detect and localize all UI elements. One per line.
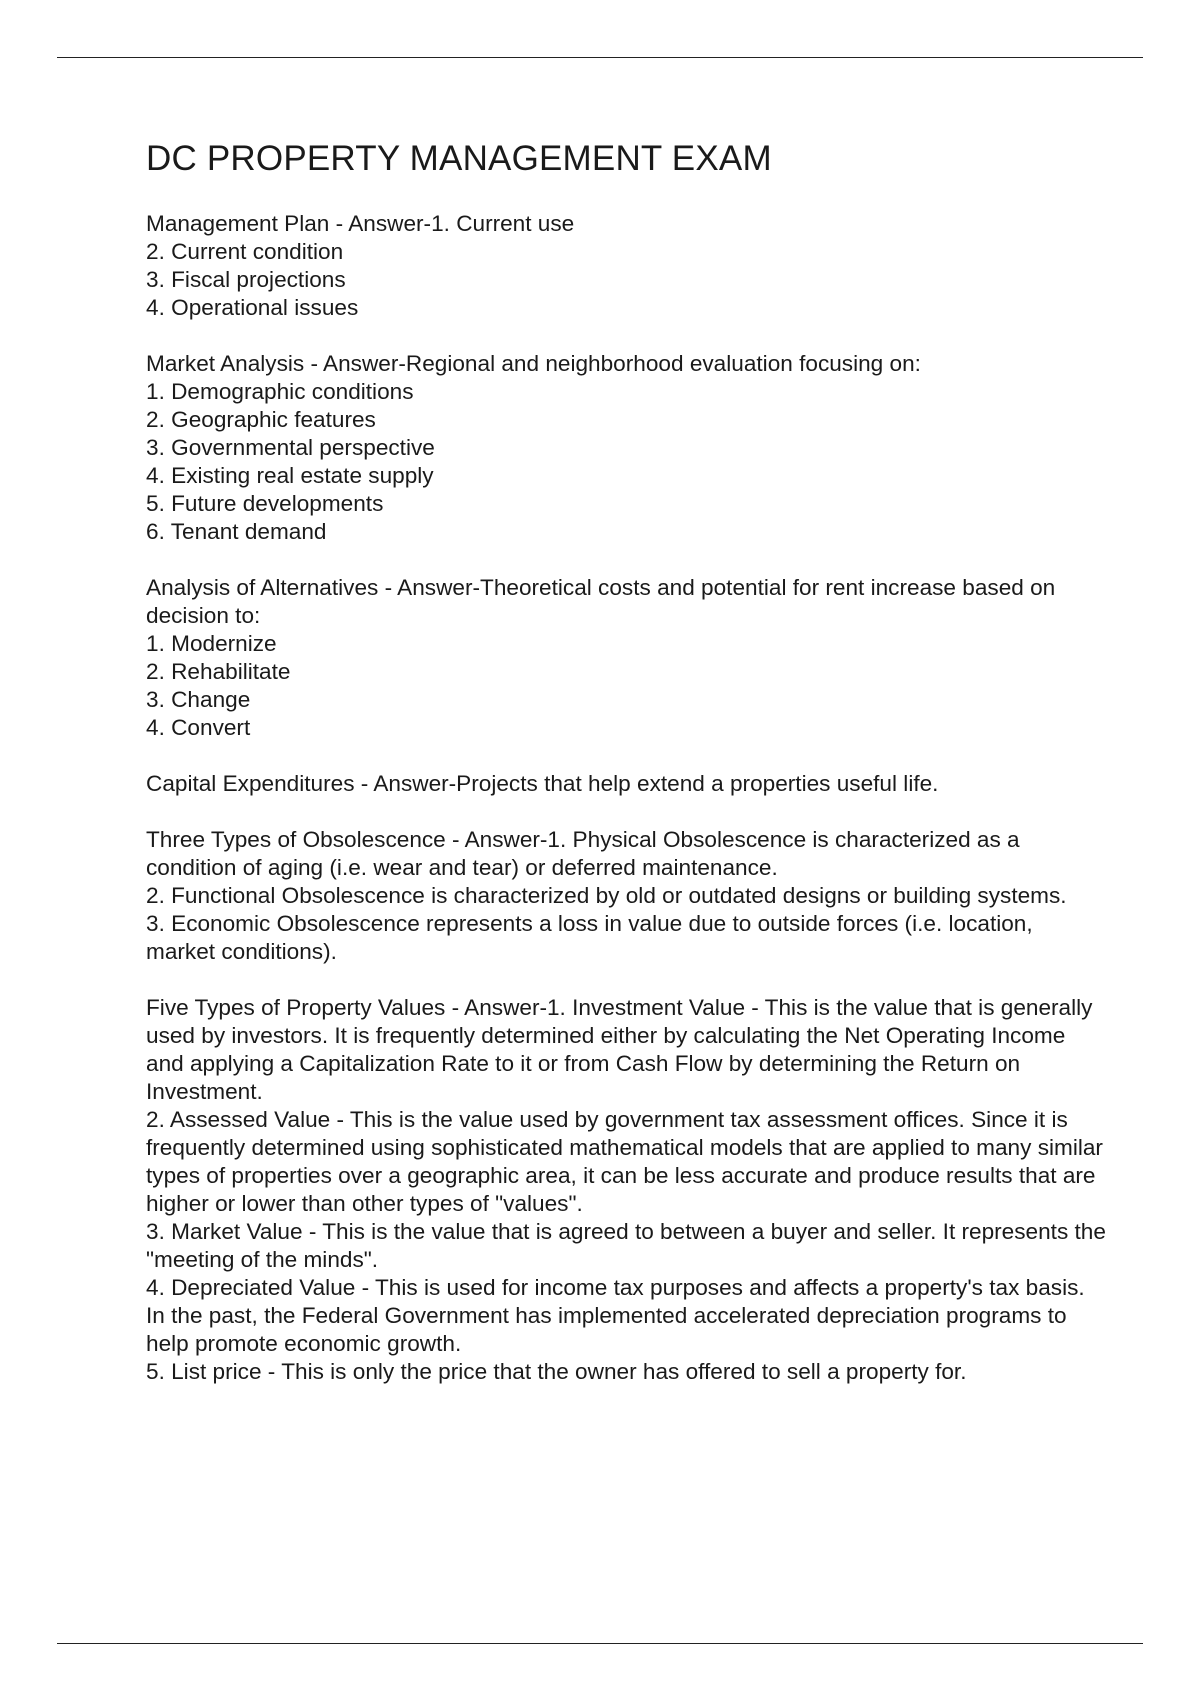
entry-line: 6. Tenant demand [146, 519, 327, 544]
entry-line: 2. Functional Obsolescence is characterized by old or outdated designs or building systems. [146, 883, 1067, 908]
entry-line: 1. Modernize [146, 631, 277, 656]
entry-market-analysis [146, 350, 1106, 546]
entry-line: Capital Expenditures - Answer-Projects that help extend a properties useful life. [146, 771, 939, 796]
entry-line: Market Analysis - Answer-Regional and neighborhood evaluation focusing on: [146, 351, 921, 376]
entry-management-plan [146, 210, 1106, 322]
entry-line: 3. Fiscal projections [146, 267, 346, 292]
top-divider [57, 57, 1143, 58]
entry-property-values [146, 994, 1106, 1386]
entry-line: 1. Demographic conditions [146, 379, 414, 404]
entry-line: 2. Geographic features [146, 407, 376, 432]
entry-line: Management Plan - Answer-1. Current use [146, 211, 575, 236]
entry-line: Analysis of Alternatives - Answer-Theoretical costs and potential for rent increase based on decision to: [146, 575, 1056, 628]
entry-line: 4. Existing real estate supply [146, 463, 434, 488]
entry-line: 3. Market Value - This is the value that is agreed to between a buyer and seller. It represents the "meeting of the minds". [146, 1219, 1106, 1272]
entry-analysis-of-alternatives [146, 574, 1106, 742]
bottom-divider [57, 1643, 1143, 1644]
document-title: DC PROPERTY MANAGEMENT EXAM [146, 139, 772, 178]
entry-line: 4. Depreciated Value - This is used for income tax purposes and affects a property's tax basis. In the past, the Federal Government has implemented accelerated depreciation programs to help promote economic growth. [146, 1275, 1085, 1356]
entry-line: Five Types of Property Values - Answer-1. Investment Value - This is the value that is generally used by investors. It is frequently determined either by calculating the Net Operating Income and applying a Capitalization Rate to it or from Cash Flow by determining the Return on Investment. [146, 995, 1093, 1104]
entry-line: 5. Future developments [146, 491, 384, 516]
entry-line: 2. Rehabilitate [146, 659, 291, 684]
entry-line: 4. Operational issues [146, 295, 359, 320]
entry-line: 5. List price - This is only the price that the owner has offered to sell a property for. [146, 1359, 967, 1384]
entry-line: 3. Economic Obsolescence represents a loss in value due to outside forces (i.e. location, market conditions). [146, 911, 1033, 964]
document-body [146, 138, 1106, 1414]
entry-line: 2. Current condition [146, 239, 344, 264]
entry-line: 3. Governmental perspective [146, 435, 435, 460]
entry-line: 2. Assessed Value - This is the value used by government tax assessment offices. Since it is frequently determined using sophisticated mathematical models that are applied to many similar types of properties over a geographic area, it can be less accurate and produce results that are higher or lower than other types of "values". [146, 1107, 1103, 1216]
entry-line: 4. Convert [146, 715, 251, 740]
entry-line: Three Types of Obsolescence - Answer-1. Physical Obsolescence is characterized as a condition of aging (i.e. wear and tear) or deferred maintenance. [146, 827, 1020, 880]
entry-capital-expenditures [146, 770, 1106, 798]
entry-types-of-obsolescence [146, 826, 1106, 966]
entry-line: 3. Change [146, 687, 251, 712]
